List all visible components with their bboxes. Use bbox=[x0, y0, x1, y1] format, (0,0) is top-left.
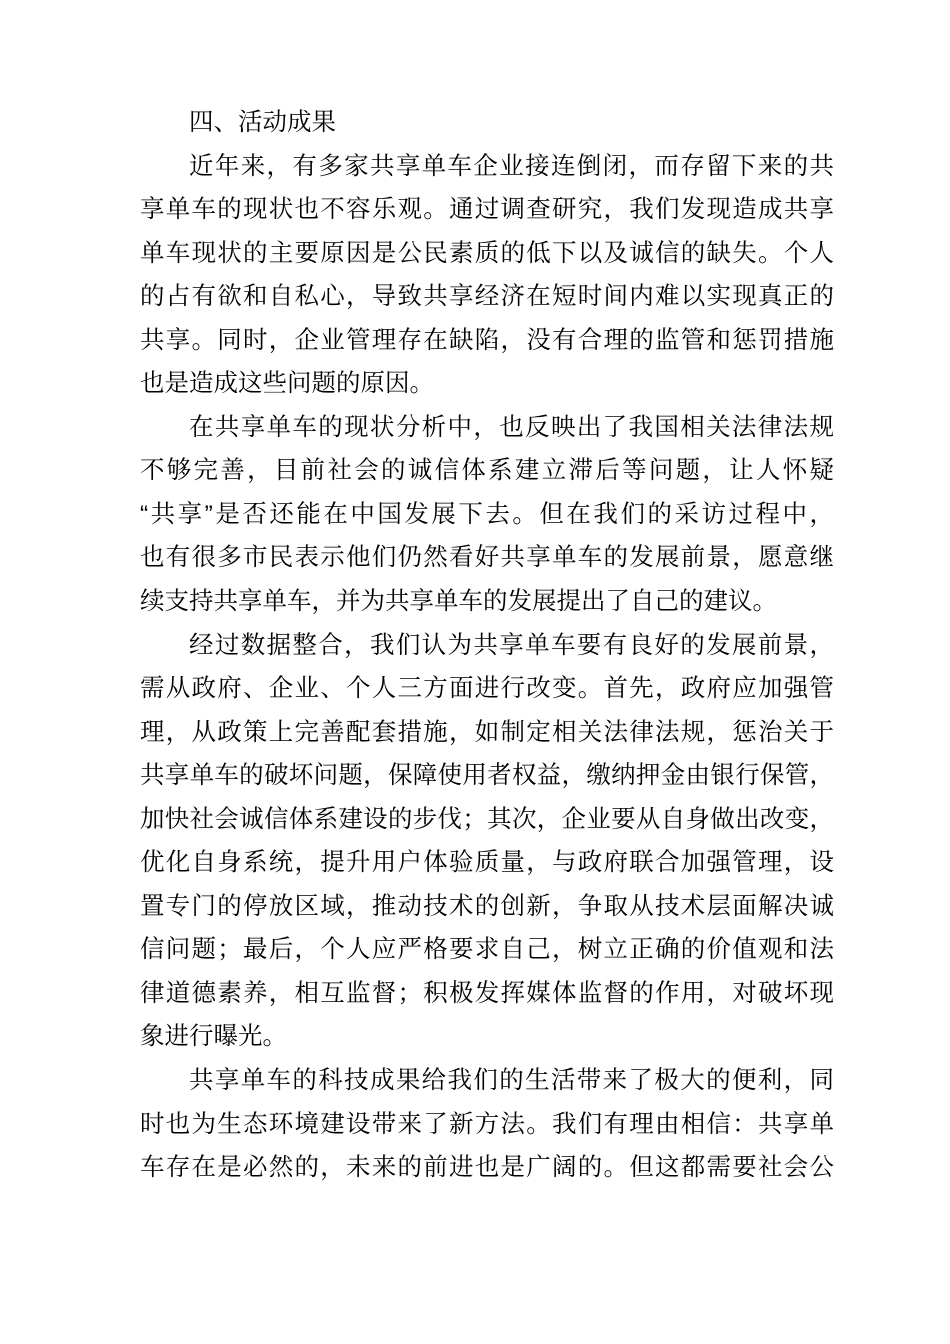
text-line: 享单车的现状也不容乐观。通过调查研究，我们发现造成共享 bbox=[140, 196, 834, 224]
paragraphs-container bbox=[140, 145, 834, 1190]
text-line: 也有很多市民表示他们仍然看好共享单车的发展前景，愿意继 bbox=[140, 544, 834, 572]
text-line: 置专门的停放区域，推动技术的创新，争取从技术层面解决诚 bbox=[140, 892, 834, 920]
text-line: 加快社会诚信体系建设的步伐；其次，企业要从自身做出改变， bbox=[140, 805, 834, 833]
paragraph bbox=[140, 145, 834, 406]
document-text bbox=[140, 101, 834, 1190]
text-line: 信问题；最后，个人应严格要求自己，树立正确的价值观和法 bbox=[140, 936, 834, 964]
text-line: 不够完善，目前社会的诚信体系建立滞后等问题，让人怀疑 bbox=[140, 457, 834, 485]
text-line: 续支持共享单车，并为共享单车的发展提出了自己的建议。 bbox=[140, 588, 777, 616]
text-line: 理，从政策上完善配套措施，如制定相关法律法规，惩治关于 bbox=[140, 718, 834, 746]
text-line: 近年来，有多家共享单车企业接连倒闭，而存留下来的共 bbox=[189, 152, 834, 180]
text-line: 时也为生态环境建设带来了新方法。我们有理由相信：共享单 bbox=[140, 1110, 834, 1138]
text-line: “共享”是否还能在中国发展下去。但在我们的采访过程中， bbox=[140, 500, 834, 528]
text-line: 律道德素养，相互监督；积极发挥媒体监督的作用，对破坏现 bbox=[140, 979, 834, 1007]
text-line: 车存在是必然的，未来的前进也是广阔的。但这都需要社会公 bbox=[140, 1154, 834, 1182]
text-line: 在共享单车的现状分析中，也反映出了我国相关法律法规 bbox=[189, 413, 834, 441]
text-line: 共享单车的破坏问题，保障使用者权益，缴纳押金由银行保管， bbox=[140, 762, 834, 790]
section-heading: 四、活动成果 bbox=[189, 109, 336, 136]
text-line: 需从政府、企业、个人三方面进行改变。首先，政府应加强管 bbox=[140, 675, 834, 703]
text-line: 共享。同时，企业管理存在缺陷，没有合理的监管和惩罚措施 bbox=[140, 326, 834, 354]
text-line: 优化自身系统，提升用户体验质量，与政府联合加强管理，设 bbox=[140, 849, 834, 877]
text-line: 共享单车的科技成果给我们的生活带来了极大的便利，同 bbox=[189, 1067, 834, 1095]
paragraph bbox=[140, 624, 834, 1059]
text-line: 经过数据整合，我们认为共享单车要有良好的发展前景， bbox=[189, 631, 834, 659]
paragraph bbox=[140, 406, 834, 624]
paragraph bbox=[140, 1059, 834, 1190]
text-line: 象进行曝光。 bbox=[140, 1023, 287, 1051]
text-line: 也是造成这些问题的原因。 bbox=[140, 370, 434, 398]
text-line: 的占有欲和自私心，导致共享经济在短时间内难以实现真正的 bbox=[140, 283, 834, 311]
text-line: 单车现状的主要原因是公民素质的低下以及诚信的缺失。个人 bbox=[140, 239, 834, 267]
